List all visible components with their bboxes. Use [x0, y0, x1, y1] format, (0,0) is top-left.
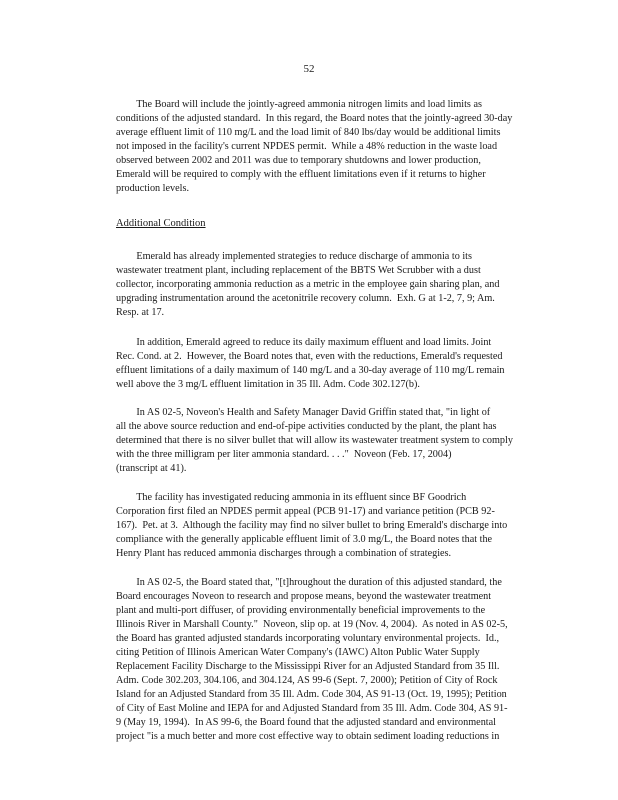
- text-line: average effluent limit of 110 mg/L and the load limit of 840 lbs/day would be additional limits: [116, 127, 501, 138]
- text-line: not imposed in the facility's current NPDES permit. While a 48% reduction in the waste load: [116, 141, 498, 152]
- text-line: of City of East Moline and IEPA for and Adjusted Standard from 35 Ill. Adm. Code 304, AS 91-: [116, 703, 508, 714]
- text-line: Illinois River in Marshall County." Noveon, slip op. at 19 (Nov. 4, 2004). As noted in AS 02-5,: [116, 619, 508, 630]
- text-line: Henry Plant has reduced ammonia discharges through a combination of strategies.: [116, 548, 452, 559]
- text-line: wastewater treatment plant, including replacement of the BBTS Wet Scrubber with a dust: [116, 265, 481, 276]
- paragraph-noveon-testimony: [116, 406, 513, 476]
- paragraph-effluent-limits: [116, 336, 506, 392]
- text-line: Board encourages Noveon to research and propose means, beyond the wastewater treatment: [116, 591, 492, 602]
- text-line: production levels.: [116, 183, 189, 194]
- paragraph-environmental-projects: [116, 576, 506, 744]
- text-line: Emerald will be required to comply with the effluent limitations even if it returns to higher: [116, 169, 486, 180]
- text-line: Adm. Code 302.203, 304.106, and 304.124, AS 99-6 (Sept. 7, 2000); Petition of City of Rock: [116, 675, 498, 686]
- text-line: effluent limitations of a daily maximum of 140 mg/L and a 30-day average of 110 mg/L remain: [116, 365, 505, 376]
- text-line: compliance with the generally applicable effluent limit of 3.0 mg/L, the Board notes that the: [116, 534, 493, 545]
- paragraph-load-limits: [116, 98, 513, 196]
- text-line: The facility has investigated reducing ammonia in its effluent since BF Goodrich: [116, 492, 467, 503]
- text-line: Rec. Cond. at 2. However, the Board notes that, even with the reductions, Emerald's requested: [116, 351, 503, 362]
- section-heading: Additional Condition: [116, 218, 206, 229]
- text-line: 167). Pet. at 3. Although the facility may find no silver bullet to bring Emerald's discharge into: [116, 520, 508, 531]
- text-line: well above the 3 mg/L effluent limitation in 35 Ill. Adm. Code 302.127(b).: [116, 379, 420, 390]
- page-number: 52: [303, 63, 315, 75]
- text-line: Emerald has already implemented strategies to reduce discharge of ammonia to its: [116, 251, 472, 262]
- text-line: In AS 02-5, Noveon's Health and Safety Manager David Griffin stated that, "in light of: [116, 407, 491, 418]
- text-line: Replacement Facility Discharge to the Mississippi River for an Adjusted Standard from 35 Ill.: [116, 661, 500, 672]
- text-line: conditions of the adjusted standard. In this regard, the Board notes that the jointly-agreed 30-day: [116, 113, 513, 124]
- text-line: plant and multi-port diffuser, of providing environmentally beneficial improvements to the: [116, 605, 486, 616]
- text-line: all the above source reduction and end-of-pipe activities conducted by the plant, the plant has: [116, 421, 497, 432]
- text-line: Island for an Adjusted Standard from 35 Ill. Adm. Code 304, AS 91-13 (Oct. 19, 1995); Petition: [116, 689, 507, 700]
- text-line: citing Petition of Illinois American Water Company's (IAWC) Alton Public Water Supply: [116, 647, 480, 658]
- text-line: Corporation first filed an NPDES permit appeal (PCB 91-17) and variance petition (PCB 92-: [116, 506, 495, 517]
- text-line: (transcript at 41).: [116, 463, 187, 474]
- paragraph-strategies: [116, 250, 506, 320]
- text-line: The Board will include the jointly-agreed ammonia nitrogen limits and load limits as: [116, 99, 482, 110]
- text-line: upgrading instrumentation around the acetonitrile recovery column. Exh. G at 1-2, 7, 9; Am.: [116, 293, 495, 304]
- text-line: In AS 02-5, the Board stated that, "[t]hroughout the duration of this adjusted standard, the: [116, 577, 502, 588]
- text-line: collector, incorporating ammonia reduction as a metric in the employee gain sharing plan, and: [116, 279, 500, 290]
- text-line: Resp. at 17.: [116, 307, 165, 318]
- text-line: the Board has granted adjusted standards incorporating voluntary environmental projects. Id.,: [116, 633, 500, 644]
- text-line: project "is a much better and more cost effective way to obtain sediment loading reductions in: [116, 731, 500, 742]
- text-line: 9 (May 19, 1994). In AS 99-6, the Board found that the adjusted standard and environmental: [116, 717, 496, 728]
- text-line: with the three milligram per liter ammonia standard. . . ." Noveon (Feb. 17, 2004): [116, 449, 452, 460]
- text-line: determined that there is no silver bullet that will allow its wastewater treatment system to comply: [116, 435, 513, 446]
- paragraph-investigation: [116, 491, 506, 561]
- text-line: observed between 2002 and 2011 was due to temporary shutdowns and lower production,: [116, 155, 481, 166]
- text-line: In addition, Emerald agreed to reduce its daily maximum effluent and load limits. Joint: [116, 337, 492, 348]
